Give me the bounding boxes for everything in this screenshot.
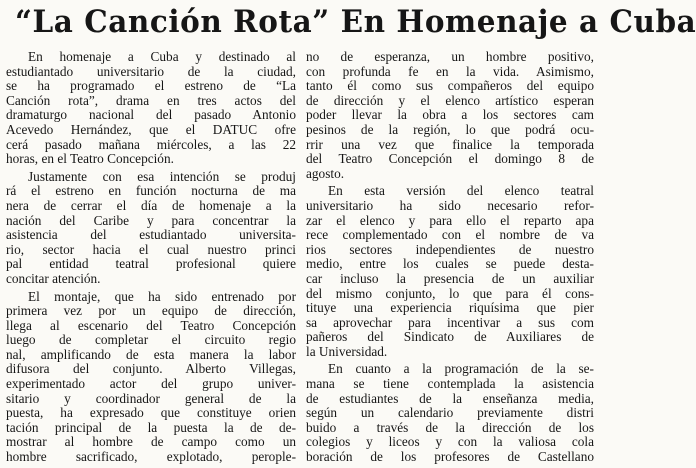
text-line: pesinos de la región, lo que podrá ocu- bbox=[306, 121, 594, 137]
text-line: universitario ha sido necesario refor- bbox=[306, 197, 594, 213]
text-line: primera vez por un equipo de dirección, bbox=[6, 303, 296, 319]
text-line: sitario y coordinador general de la bbox=[6, 390, 296, 406]
text-line: nal, amplificando de esta manera la labor bbox=[6, 346, 296, 362]
text-line: pal entidad teatral profesional quiere bbox=[6, 256, 296, 272]
text-line: pañeros del Sindicato de Auxiliares de bbox=[306, 329, 594, 345]
left-column bbox=[6, 50, 296, 465]
text-line: no de esperanza, un hombre positivo, bbox=[306, 49, 594, 64]
text-line: El montaje, que ha sido entrenado por bbox=[28, 288, 296, 304]
text-line: medio, entre los cuales se puede desta- bbox=[306, 256, 594, 272]
text-line: del Teatro Concepción el domingo 8 de bbox=[306, 151, 594, 167]
text-line: hombre sacrificado, explotado, perople- bbox=[6, 449, 296, 465]
text-line: car incluso la presencia de un auxiliar bbox=[306, 270, 594, 286]
text-line: Canción rota”, drama en tres actos del bbox=[6, 92, 296, 108]
text-line: concitar atención. bbox=[6, 270, 101, 286]
headline: “La Canción Rota” En Homenaje a Cuba bbox=[15, 4, 696, 40]
text-line: Justamente con esa intención se produj bbox=[28, 168, 296, 184]
text-line: rio, sector hacia el cual nuestro princi bbox=[6, 241, 296, 257]
text-line: cerá pasado mañana miércoles, a las 22 bbox=[6, 136, 296, 152]
text-line: En esta versión del elenco teatral bbox=[328, 183, 594, 199]
text-line: poder llevar la obra a los sectores cam bbox=[306, 107, 594, 123]
text-line: nación del Caribe y para concentrar la bbox=[6, 212, 296, 228]
text-line: llega al escenario del Teatro Concepción bbox=[6, 317, 296, 333]
text-line: rios sectores independientes de nuestro bbox=[306, 241, 594, 257]
text-line: según un calendario previamente distri bbox=[306, 405, 594, 421]
text-line: mana se tiene contemplada la asistencia bbox=[306, 376, 594, 392]
text-line: Acevedo Hernández, que el DATUC ofre bbox=[6, 121, 296, 137]
text-line: En cuanto a la programación de la se- bbox=[328, 361, 594, 377]
text-line: sa aprovechar para incentivar a sus com bbox=[306, 314, 594, 330]
text-line: difusora del conjunto. Alberto Villegas, bbox=[6, 361, 296, 377]
text-line: se ha programado el estreno de “La bbox=[6, 78, 296, 94]
text-line: del mismo conjunto, lo que para él cons- bbox=[306, 285, 594, 301]
text-line: colegios y liceos y con la valiosa cola bbox=[306, 434, 594, 450]
text-line: zar el elenco y para ello el reparto apa bbox=[306, 212, 594, 228]
text-line: boración de los profesores de Castellano bbox=[306, 449, 594, 465]
text-line: luego de completar el circuito regio bbox=[6, 332, 296, 348]
text-line: buido a través de la dirección de los bbox=[306, 419, 594, 435]
text-line: En homenaje a Cuba y destinado al bbox=[28, 49, 296, 64]
text-line: de estudiantes de la enseñanza media, bbox=[306, 390, 594, 406]
text-line: rá el estreno en función nocturna de ma bbox=[6, 183, 296, 199]
text-line: estudiantado universitario de la ciudad, bbox=[6, 63, 296, 79]
text-line: puesta, ha expresado que constituye orien bbox=[6, 405, 296, 421]
text-line: de dirección y el elenco artístico esperan bbox=[306, 92, 594, 108]
text-line: asistencia del estudiantado universita- bbox=[6, 227, 296, 243]
text-line: tanto él como sus compañeros del equipo bbox=[306, 78, 594, 94]
text-line: rrir una vez que finalice la temporada bbox=[306, 136, 594, 152]
text-line: horas, en el Teatro Concepción. bbox=[6, 151, 174, 167]
text-line: experimentado actor del grupo univer- bbox=[6, 376, 296, 392]
text-line: dramaturgo nacional del pasado Antonio bbox=[6, 107, 296, 123]
text-line: agosto. bbox=[306, 165, 345, 181]
text-line: la Universidad. bbox=[306, 343, 388, 359]
text-line: rece complementado con el nombre de va bbox=[306, 227, 594, 243]
text-line: con profunda fe en la vida. Asimismo, bbox=[306, 63, 594, 79]
text-line: tituye una experiencia riquísima que pier bbox=[306, 300, 594, 316]
text-line: mostrar al hombre de campo como un bbox=[6, 434, 296, 450]
text-line: nera de cerrar el día de homenaje a la bbox=[6, 197, 296, 213]
right-column bbox=[306, 50, 594, 465]
text-line: tación principal de la puesta la de de- bbox=[6, 419, 296, 435]
